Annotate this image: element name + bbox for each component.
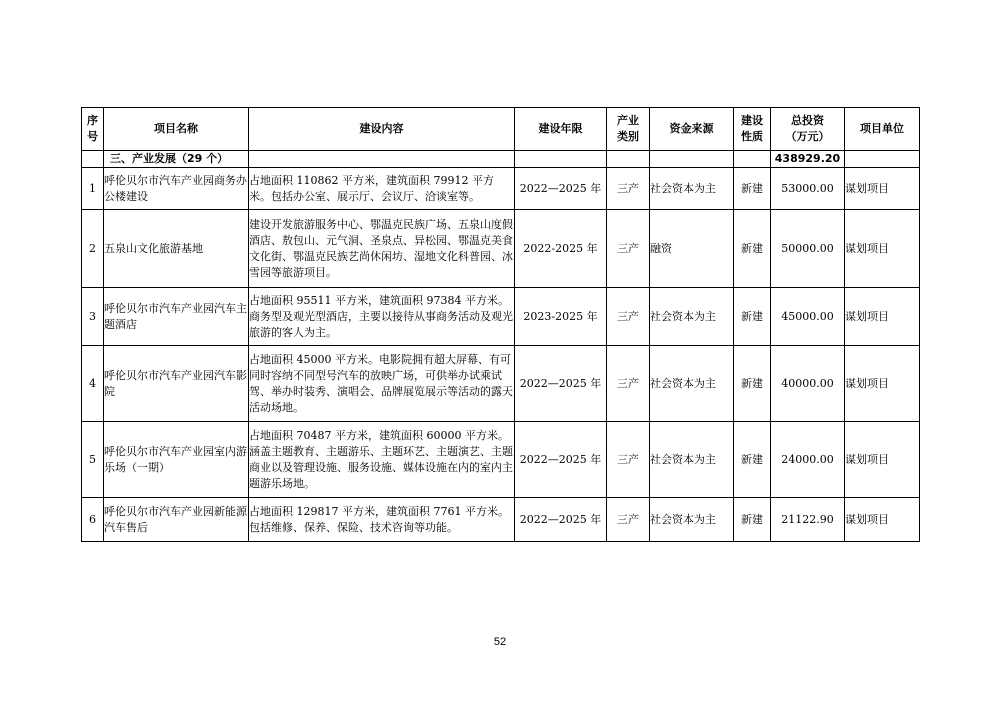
page-number: 52 (493, 636, 507, 648)
row-content: 建设开发旅游服务中心、鄂温克民族广场、五泉山度假酒店、敖包山、元气洞、圣泉点、异松园、鄂温克美食文化街、鄂温克民族艺尚休闲坊、湿地文化科普园、冰雪园等旅游项目。 (249, 210, 515, 288)
row-unit: 谋划项目 (845, 288, 920, 346)
section-empty-cell (845, 151, 920, 168)
table-row (82, 498, 920, 542)
row-period: 2022—2025 年 (515, 346, 607, 422)
row-period: 2023-2025 年 (515, 288, 607, 346)
row-investment: 50000.00 (771, 210, 845, 288)
table-row (82, 288, 920, 346)
header-nature: 建设 性质 (734, 108, 771, 151)
row-investment: 45000.00 (771, 288, 845, 346)
section-row (82, 151, 920, 168)
row-nature: 新建 (734, 288, 771, 346)
row-funding: 社会资本为主 (650, 288, 734, 346)
section-empty-cell (515, 151, 607, 168)
row-industry: 三产 (607, 422, 650, 498)
row-unit: 谋划项目 (845, 168, 920, 210)
row-content: 占地面积 45000 平方米。电影院拥有超大屏幕、有可同时容纳不同型号汽车的放映广场，可供举办试乘试驾、举办时装秀、演唱会、品牌展览展示等活动的露天活动场地。 (249, 346, 515, 422)
row-seq: 5 (82, 422, 104, 498)
row-industry: 三产 (607, 168, 650, 210)
row-investment: 53000.00 (771, 168, 845, 210)
header-funding: 资金来源 (650, 108, 734, 151)
row-content: 占地面积 129817 平方米，建筑面积 7761 平方米。包括维修、保养、保险、技术咨询等功能。 (249, 498, 515, 542)
table-row (82, 168, 920, 210)
section-empty-cell (607, 151, 650, 168)
row-seq: 3 (82, 288, 104, 346)
row-content: 占地面积 95511 平方米，建筑面积 97384 平方米。商务型及观光型酒店，主要以接待从事商务活动及观光旅游的客人为主。 (249, 288, 515, 346)
row-nature: 新建 (734, 498, 771, 542)
row-unit: 谋划项目 (845, 498, 920, 542)
row-funding: 社会资本为主 (650, 168, 734, 210)
table-row (82, 346, 920, 422)
section-total: 438929.20 (771, 151, 845, 168)
section-empty-cell (650, 151, 734, 168)
header-industry: 产业 类别 (607, 108, 650, 151)
section-seq-cell (82, 151, 104, 168)
row-seq: 2 (82, 210, 104, 288)
row-funding: 社会资本为主 (650, 346, 734, 422)
row-seq: 1 (82, 168, 104, 210)
header-name: 项目名称 (104, 108, 249, 151)
row-industry: 三产 (607, 210, 650, 288)
row-unit: 谋划项目 (845, 422, 920, 498)
row-period: 2022—2025 年 (515, 168, 607, 210)
row-name: 呼伦贝尔市汽车产业园汽车主题酒店 (104, 288, 249, 346)
row-period: 2022—2025 年 (515, 422, 607, 498)
row-industry: 三产 (607, 288, 650, 346)
section-empty-cell (734, 151, 771, 168)
header-content: 建设内容 (249, 108, 515, 151)
row-investment: 24000.00 (771, 422, 845, 498)
row-content: 占地面积 110862 平方米，建筑面积 79912 平方米。包括办公室、展示厅、会议厅、洽谈室等。 (249, 168, 515, 210)
row-nature: 新建 (734, 168, 771, 210)
row-seq: 4 (82, 346, 104, 422)
header-unit: 项目单位 (845, 108, 920, 151)
table-row (82, 422, 920, 498)
row-period: 2022-2025 年 (515, 210, 607, 288)
row-funding: 社会资本为主 (650, 422, 734, 498)
row-unit: 谋划项目 (845, 210, 920, 288)
table-row (82, 210, 920, 288)
row-seq: 6 (82, 498, 104, 542)
section-title: 三、产业发展（29 个） (104, 151, 249, 168)
row-investment: 40000.00 (771, 346, 845, 422)
row-content: 占地面积 70487 平方米，建筑面积 60000 平方米。涵盖主题教育、主题游乐、主题环艺、主题演艺、主题商业以及管理设施、服务设施、媒体设施在内的室内主题游乐场地。 (249, 422, 515, 498)
row-funding: 融资 (650, 210, 734, 288)
row-name: 呼伦贝尔市汽车产业园室内游乐场（一期） (104, 422, 249, 498)
row-industry: 三产 (607, 346, 650, 422)
table-header-row (82, 108, 920, 151)
row-unit: 谋划项目 (845, 346, 920, 422)
header-seq: 序 号 (82, 108, 104, 151)
row-industry: 三产 (607, 498, 650, 542)
row-name: 呼伦贝尔市汽车产业园汽车影院 (104, 346, 249, 422)
section-empty-cell (249, 151, 515, 168)
row-funding: 社会资本为主 (650, 498, 734, 542)
row-nature: 新建 (734, 422, 771, 498)
row-name: 呼伦贝尔市汽车产业园新能源汽车售后 (104, 498, 249, 542)
row-nature: 新建 (734, 210, 771, 288)
project-table (81, 107, 920, 542)
row-investment: 21122.90 (771, 498, 845, 542)
row-period: 2022—2025 年 (515, 498, 607, 542)
row-name: 呼伦贝尔市汽车产业园商务办公楼建设 (104, 168, 249, 210)
row-name: 五泉山文化旅游基地 (104, 210, 249, 288)
header-period: 建设年限 (515, 108, 607, 151)
row-nature: 新建 (734, 346, 771, 422)
header-investment: 总投资 （万元） (771, 108, 845, 151)
